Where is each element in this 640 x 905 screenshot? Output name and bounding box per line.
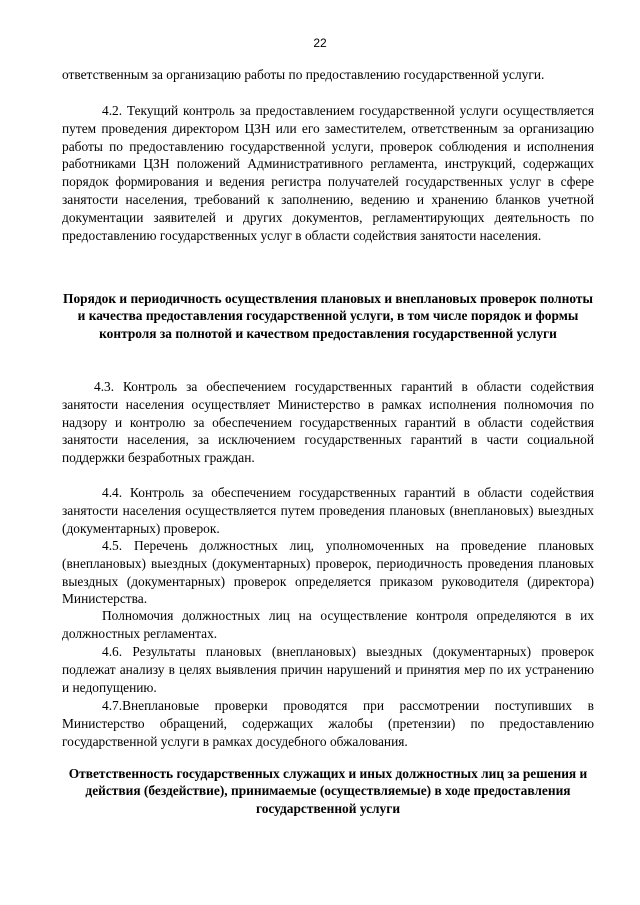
section-heading-control: Порядок и периодичность осуществления плановых и внеплановых проверок полноты и качества предоставления государственной услуги, в том числе порядок и формы контроля за полнотой и качеством предоставления государственной услуги: [63, 291, 593, 341]
paragraph-4-4: 4.4. Контроль за обеспечением государственных гарантий в области содействия занятости населения осуществляется путем проведения плановых (внеплановых) выездных (документарных) проверок.: [62, 485, 594, 536]
page-number: 22: [313, 36, 327, 50]
section-heading-responsibility: Ответственность государственных служащих и иных должностных лиц за решения и действия (бездействие), принимаемые (осуществляемые) в ходе предоставления государственной услуги: [68, 766, 588, 816]
paragraph-powers: Полномочия должностных лиц на осуществление контроля определяются в их должностных регламентах.: [62, 608, 594, 641]
paragraph-continuation: ответственным за организацию работы по предоставлению государственной услуги.: [62, 67, 545, 82]
paragraph-4-5: 4.5. Перечень должностных лиц, уполномоченных на проведение плановых (внеплановых) выездных (документарных) проверок, периодичность проведения плановых выездных (документарных) проверок определяется приказом руководителя (директора) Министерства.: [62, 538, 594, 607]
paragraph-4-2: 4.2. Текущий контроль за предоставлением государственной услуги осуществляется путем проведения директором ЦЗН или его заместителем, ответственным за организацию работы по предоставлению государственной услуги, проверок соблюдения и исполнения работниками ЦЗН положений Административного регламента, инструкций, содержащих порядок формирования и ведения регистра получателей государственных услуг в сфере занятости населения, требований к заполнению, ведению и хранению бланков учетной документации заявителей и других документов, регламентирующих деятельность по предоставлению государственных услуг в области содействия занятости населения.: [62, 103, 594, 243]
paragraph-4-7: 4.7.Внеплановые проверки проводятся при рассмотрении поступивших в Министерство обращений, содержащих жалобы (претензии) по предоставлению государственной услуги в рамках досудебного обжалования.: [62, 698, 594, 749]
paragraph-4-3: 4.3. Контроль за обеспечением государственных гарантий в области содействия занятости населения осуществляет Министерство в рамках исполнения полномочия по надзору и контролю за обеспечением государственных гарантий в области содействия занятости населения, за исключением государственных гарантий в части социальной поддержки безработных граждан.: [62, 379, 594, 466]
paragraph-4-6: 4.6. Результаты плановых (внеплановых) выездных (документарных) проверок подлежат анализу в целях выявления причин нарушений и принятия мер по их устранению и недопущению.: [62, 644, 594, 695]
